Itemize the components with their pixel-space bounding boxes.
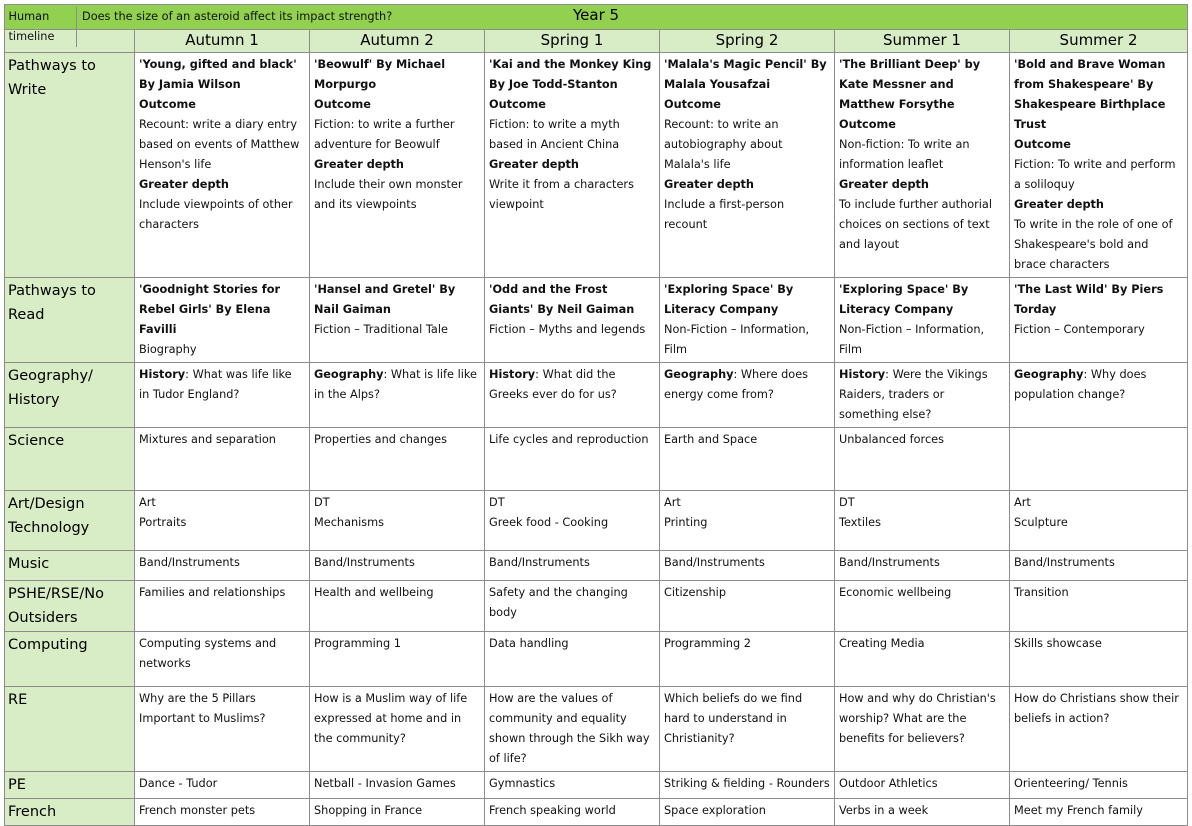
art-type: DT — [839, 496, 855, 509]
write-cell — [835, 53, 1010, 278]
geo-cell: History: Were the Vikings Raiders, traders or something else? — [835, 363, 1010, 428]
computing-cell: Computing systems and networks — [135, 632, 310, 687]
question-text: What did the Greeks ever do for us? — [489, 368, 617, 401]
french-cell: French monster pets — [135, 799, 310, 826]
science-cell: Properties and changes — [310, 428, 485, 491]
topic-label: History — [139, 368, 186, 381]
greater-depth-label: Greater depth — [664, 178, 754, 191]
french-cell: Space exploration — [660, 799, 835, 826]
subject-label: Music — [5, 551, 135, 581]
geo-cell: History: What was life like in Tudor England? — [135, 363, 310, 428]
outcome-text: Fiction: To write and perform a soliloquy — [1014, 158, 1176, 191]
subject-label: Art/Design Technology — [5, 491, 135, 551]
read-cell — [310, 278, 485, 363]
pshe-cell: Citizenship — [660, 581, 835, 632]
topic-label: Geography — [314, 368, 384, 381]
art-cell — [485, 491, 660, 551]
subject-label: PE — [5, 772, 135, 799]
art-type: Art — [139, 496, 156, 509]
row-science — [5, 428, 1188, 491]
topic-label: Geography — [664, 368, 734, 381]
question-text: Why does population change? — [1014, 368, 1147, 401]
computing-cell: Creating Media — [835, 632, 1010, 687]
pe-cell: Gymnastics — [485, 772, 660, 799]
art-cell — [660, 491, 835, 551]
row-re — [5, 687, 1188, 772]
term-header: Autumn 2 — [310, 30, 485, 53]
art-topic: Printing — [664, 516, 708, 529]
pe-cell: Dance - Tudor — [135, 772, 310, 799]
outcome-label: Outcome — [314, 98, 371, 111]
art-topic: Sculpture — [1014, 516, 1068, 529]
greater-depth-text: Include a first-person recount — [664, 198, 785, 231]
book-title: 'Beowulf' By Michael Morpurgo — [314, 58, 446, 91]
question-text: Were the Vikings Raiders, traders or something else? — [839, 368, 988, 421]
topic-label: Geography — [1014, 368, 1084, 381]
geo-cell: Geography: Why does population change? — [1010, 363, 1188, 428]
french-cell: Verbs in a week — [835, 799, 1010, 826]
question-text: What is life like in the Alps? — [314, 368, 477, 401]
science-cell: Mixtures and separation — [135, 428, 310, 491]
read-cell — [485, 278, 660, 363]
outcome-text: Non-fiction: To write an information leaflet — [839, 138, 970, 171]
pshe-cell: Health and wellbeing — [310, 581, 485, 632]
subject-label: Computing — [5, 632, 135, 687]
outcome-text: Recount: write a diary entry based on events of Matthew Henson's life — [139, 118, 300, 171]
science-cell: Earth and Space — [660, 428, 835, 491]
row-pathways-to-read — [5, 278, 1188, 363]
re-cell: Which beliefs do we find hard to understand in Christianity? — [660, 687, 835, 772]
topic-label: History — [489, 368, 536, 381]
topic-label: History — [839, 368, 886, 381]
genre-text: Fiction – Traditional Tale — [314, 323, 448, 336]
computing-cell: Programming 1 — [310, 632, 485, 687]
row-computing — [5, 632, 1188, 687]
row-pshe — [5, 581, 1188, 632]
science-cell: Life cycles and reproduction — [485, 428, 660, 491]
book-title: 'Bold and Brave Woman from Shakespeare' By Shakespeare Birthplace Trust — [1014, 58, 1166, 131]
term-header: Spring 2 — [660, 30, 835, 53]
art-cell — [835, 491, 1010, 551]
art-cell — [1010, 491, 1188, 551]
book-title: 'The Last Wild' By Piers Torday — [1014, 283, 1164, 316]
re-cell: How is a Muslim way of life expressed at home and in the community? — [310, 687, 485, 772]
geo-cell: Geography: What is life like in the Alps? — [310, 363, 485, 428]
geo-cell: Geography: Where does energy come from? — [660, 363, 835, 428]
greater-depth-label: Greater depth — [139, 178, 229, 191]
read-cell — [835, 278, 1010, 363]
music-cell: Band/Instruments — [135, 551, 310, 581]
re-cell: Why are the 5 Pillars Important to Muslims? — [135, 687, 310, 772]
subject-label: Pathways to Write — [5, 53, 135, 278]
art-type: DT — [314, 496, 330, 509]
science-cell: Unbalanced forces — [835, 428, 1010, 491]
pe-cell: Striking & fielding - Rounders — [660, 772, 835, 799]
greater-depth-text: Include their own monster and its viewpoints — [314, 178, 463, 211]
music-cell: Band/Instruments — [1010, 551, 1188, 581]
art-topic: Portraits — [139, 516, 187, 529]
art-topic: Mechanisms — [314, 516, 385, 529]
write-cell — [310, 53, 485, 278]
book-title: 'Odd and the Frost Giants' By Neil Gaiman — [489, 283, 635, 316]
genre-text: Non-Fiction – Information, Film — [839, 323, 985, 356]
art-cell — [135, 491, 310, 551]
term-header: Summer 1 — [835, 30, 1010, 53]
art-type: Art — [664, 496, 681, 509]
genre-text: Non-Fiction – Information, Film — [664, 323, 810, 356]
re-cell: How do Christians show their beliefs in action? — [1010, 687, 1188, 772]
genre-text: Biography — [139, 343, 197, 356]
book-title: 'The Brilliant Deep' by Kate Messner and Matthew Forsythe — [839, 58, 981, 111]
outcome-label: Outcome — [664, 98, 721, 111]
pshe-cell: Economic wellbeing — [835, 581, 1010, 632]
music-cell: Band/Instruments — [485, 551, 660, 581]
re-cell: How and why do Christian's worship? What are the benefits for believers? — [835, 687, 1010, 772]
read-cell — [660, 278, 835, 363]
write-cell — [485, 53, 660, 278]
read-cell — [135, 278, 310, 363]
outcome-label: Outcome — [489, 98, 546, 111]
subject-label: French — [5, 799, 135, 826]
music-cell: Band/Instruments — [310, 551, 485, 581]
write-cell — [135, 53, 310, 278]
subject-label: PSHE/RSE/No Outsiders — [5, 581, 135, 632]
outcome-text: Fiction: to write a myth based in Ancient China — [489, 118, 620, 151]
book-title: 'Hansel and Gretel' By Nail Gaiman — [314, 283, 456, 316]
art-topic: Textiles — [839, 516, 881, 529]
outcome-text: Fiction: to write a further adventure for Beowulf — [314, 118, 455, 151]
greater-depth-text: To write in the role of one of Shakespeare's bold and brace characters — [1014, 218, 1173, 271]
greater-depth-text: To include further authorial choices on sections of text and layout — [839, 198, 992, 251]
subject-label: Pathways to Read — [5, 278, 135, 363]
book-title: 'Exploring Space' By Literacy Company — [664, 283, 794, 316]
pe-cell: Netball - Invasion Games — [310, 772, 485, 799]
question-text: Where does energy come from? — [664, 368, 809, 401]
pshe-cell: Transition — [1010, 581, 1188, 632]
pe-cell: Orienteering/ Tennis — [1010, 772, 1188, 799]
re-cell: How are the values of community and equality shown through the Sikh way of life? — [485, 687, 660, 772]
term-header: Summer 2 — [1010, 30, 1188, 53]
french-cell: Meet my French family — [1010, 799, 1188, 826]
music-cell: Band/Instruments — [835, 551, 1010, 581]
row-art-dt — [5, 491, 1188, 551]
geo-cell: History: What did the Greeks ever do for us? — [485, 363, 660, 428]
art-type: DT — [489, 496, 505, 509]
book-title: 'Young, gifted and black' By Jamia Wilson — [139, 58, 297, 91]
outcome-label: Outcome — [839, 118, 896, 131]
greater-depth-text: Write it from a characters viewpoint — [489, 178, 634, 211]
subject-label: Geography/ History — [5, 363, 135, 428]
write-cell — [1010, 53, 1188, 278]
subject-label: RE — [5, 687, 135, 772]
book-title: 'Malala's Magic Pencil' By Malala Yousafzai — [664, 58, 827, 91]
book-title: 'Goodnight Stories for Rebel Girls' By Elena Favilli — [139, 283, 281, 336]
row-pe — [5, 772, 1188, 799]
art-cell — [310, 491, 485, 551]
outcome-text: Recount: to write an autobiography about Malala's life — [664, 118, 783, 171]
genre-text: Fiction – Myths and legends — [489, 323, 646, 336]
read-cell — [1010, 278, 1188, 363]
row-pathways-to-write — [5, 53, 1188, 278]
greater-depth-text: Include viewpoints of other characters — [139, 198, 293, 231]
book-title: 'Kai and the Monkey King By Joe Todd-Stanton — [489, 58, 652, 91]
outcome-label: Outcome — [139, 98, 196, 111]
genre-text: Fiction – Contemporary — [1014, 323, 1145, 336]
greater-depth-label: Greater depth — [1014, 198, 1104, 211]
row-music — [5, 551, 1188, 581]
computing-cell: Skills showcase — [1010, 632, 1188, 687]
art-type: Art — [1014, 496, 1031, 509]
greater-depth-label: Greater depth — [839, 178, 929, 191]
year-title: Year 5 — [5, 5, 1188, 30]
pshe-cell: Families and relationships — [135, 581, 310, 632]
pe-cell: Outdoor Athletics — [835, 772, 1010, 799]
book-title: 'Exploring Space' By Literacy Company — [839, 283, 969, 316]
subject-label: Science — [5, 428, 135, 491]
french-cell: Shopping in France — [310, 799, 485, 826]
greater-depth-label: Greater depth — [489, 158, 579, 171]
row-geography-history — [5, 363, 1188, 428]
term-header: Spring 1 — [485, 30, 660, 53]
curriculum-table — [4, 4, 1188, 826]
outcome-label: Outcome — [1014, 138, 1071, 151]
term-header: Autumn 1 — [135, 30, 310, 53]
question-text: What was life like in Tudor England? — [139, 368, 292, 401]
french-cell: French speaking world — [485, 799, 660, 826]
computing-cell: Programming 2 — [660, 632, 835, 687]
science-cell-split: Human timeline Does the size of an asteroid affect its impact strength? — [1010, 428, 1188, 491]
write-cell — [660, 53, 835, 278]
greater-depth-label: Greater depth — [314, 158, 404, 171]
art-topic: Greek food - Cooking — [489, 516, 609, 529]
pshe-cell: Safety and the changing body — [485, 581, 660, 632]
row-french — [5, 799, 1188, 826]
computing-cell: Data handling — [485, 632, 660, 687]
music-cell: Band/Instruments — [660, 551, 835, 581]
